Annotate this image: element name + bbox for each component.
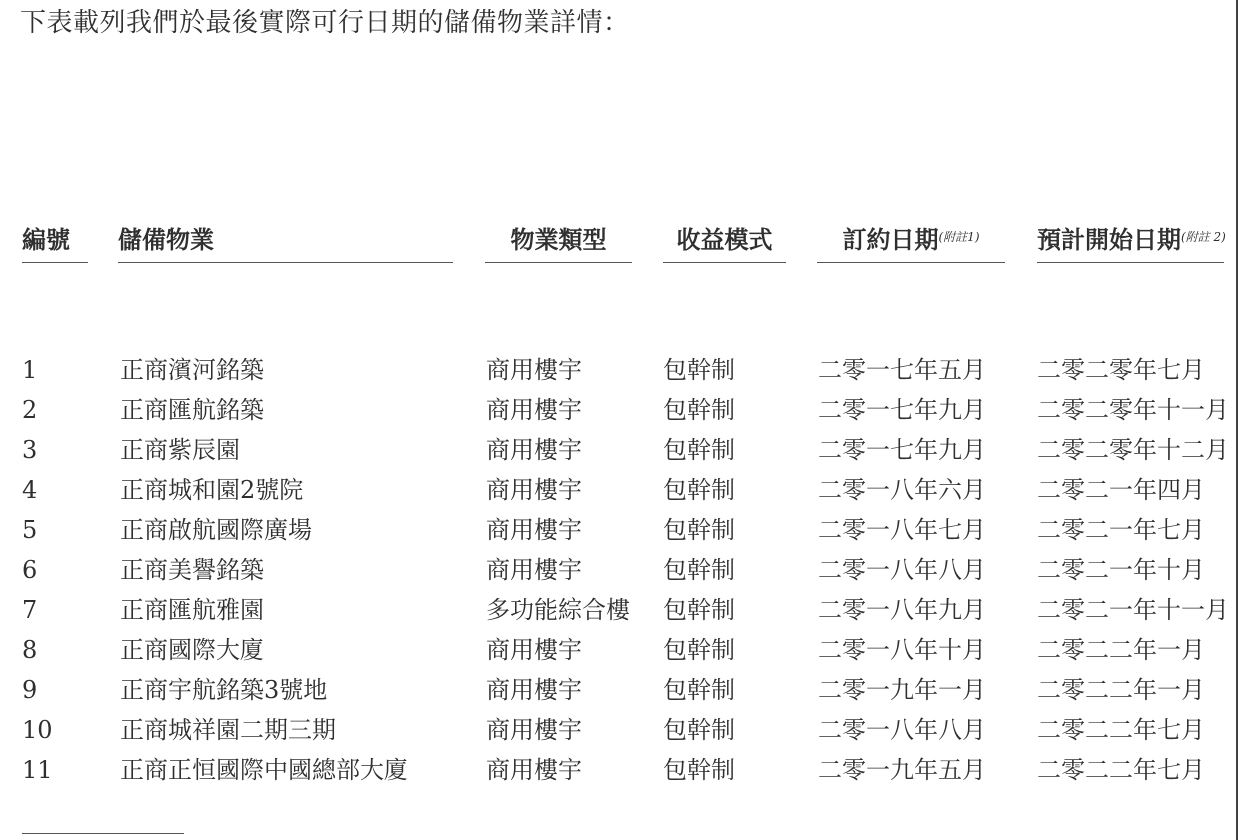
row-number: 8 xyxy=(22,636,38,664)
header-opening-date-note: (附註 2) xyxy=(1181,230,1226,244)
header-property-type: 物業類型 xyxy=(485,222,632,263)
row-income-model: 包幹制 xyxy=(663,356,735,384)
row-income-model: 包幹制 xyxy=(663,596,735,624)
row-opening-date: 二零二二年一月 xyxy=(1037,676,1205,704)
row-property: 正商濱河銘築 xyxy=(120,356,264,384)
row-number: 1 xyxy=(22,356,38,384)
row-number: 11 xyxy=(22,756,53,784)
header-opening-date xyxy=(1037,222,1224,263)
table-row xyxy=(0,430,1238,470)
header-number: 編號 xyxy=(22,222,88,263)
row-property-type: 商用樓宇 xyxy=(486,396,582,424)
row-contract-date: 二零一八年七月 xyxy=(818,516,986,544)
row-contract-date: 二零一七年九月 xyxy=(818,396,986,424)
row-property-type: 商用樓宇 xyxy=(486,516,582,544)
row-property: 正商城和園2號院 xyxy=(120,476,304,504)
row-income-model: 包幹制 xyxy=(663,756,735,784)
row-property-type: 多功能綜合樓 xyxy=(486,596,630,624)
row-contract-date: 二零一八年九月 xyxy=(818,596,986,624)
row-income-model: 包幹制 xyxy=(663,396,735,424)
row-opening-date: 二零二零年十二月 xyxy=(1037,436,1229,464)
row-contract-date: 二零一八年十月 xyxy=(818,636,986,664)
row-number: 7 xyxy=(22,596,38,624)
row-property: 正商紫辰園 xyxy=(120,436,240,464)
row-number: 5 xyxy=(22,516,38,544)
row-opening-date: 二零二一年十一月 xyxy=(1037,596,1229,624)
row-contract-date: 二零一八年八月 xyxy=(818,556,986,584)
header-opening-date-label: 預計開始日期 xyxy=(1037,226,1181,254)
row-property: 正商啟航國際廣場 xyxy=(120,516,312,544)
row-income-model: 包幹制 xyxy=(663,636,735,664)
header-income-model: 收益模式 xyxy=(663,222,786,263)
row-property-type: 商用樓宇 xyxy=(486,436,582,464)
row-property-type: 商用樓宇 xyxy=(486,556,582,584)
row-income-model: 包幹制 xyxy=(663,476,735,504)
row-property: 正商匯航銘築 xyxy=(120,396,264,424)
row-opening-date: 二零二二年七月 xyxy=(1037,716,1205,744)
row-property: 正商城祥園二期三期 xyxy=(120,716,336,744)
row-contract-date: 二零一七年九月 xyxy=(818,436,986,464)
row-number: 4 xyxy=(22,476,38,504)
table-row xyxy=(0,390,1238,430)
row-property: 正商國際大廈 xyxy=(120,636,264,664)
row-income-model: 包幹制 xyxy=(663,436,735,464)
table-row xyxy=(0,590,1238,630)
row-number: 3 xyxy=(22,436,38,464)
row-opening-date: 二零二一年四月 xyxy=(1037,476,1205,504)
row-contract-date: 二零一七年五月 xyxy=(818,356,986,384)
table-row xyxy=(0,550,1238,590)
row-property-type: 商用樓宇 xyxy=(486,476,582,504)
row-opening-date: 二零二一年七月 xyxy=(1037,516,1205,544)
table-row xyxy=(0,630,1238,670)
row-opening-date: 二零二二年一月 xyxy=(1037,636,1205,664)
row-opening-date: 二零二一年十月 xyxy=(1037,556,1205,584)
row-opening-date: 二零二零年十一月 xyxy=(1037,396,1229,424)
row-contract-date: 二零一九年一月 xyxy=(818,676,986,704)
row-contract-date: 二零一八年八月 xyxy=(818,716,986,744)
row-property: 正商美譽銘築 xyxy=(120,556,264,584)
table-row xyxy=(0,350,1238,390)
table-row xyxy=(0,510,1238,550)
row-number: 9 xyxy=(22,676,38,704)
row-property-type: 商用樓宇 xyxy=(486,716,582,744)
table-row xyxy=(0,750,1238,790)
row-property: 正商宇航銘築3號地 xyxy=(120,676,328,704)
row-contract-date: 二零一八年六月 xyxy=(818,476,986,504)
row-property-type: 商用樓宇 xyxy=(486,756,582,784)
row-property-type: 商用樓宇 xyxy=(486,676,582,704)
row-opening-date: 二零二零年七月 xyxy=(1037,356,1205,384)
table-row xyxy=(0,470,1238,510)
row-contract-date: 二零一九年五月 xyxy=(818,756,986,784)
footnote-divider xyxy=(22,833,184,834)
table-row xyxy=(0,710,1238,750)
row-number: 6 xyxy=(22,556,38,584)
row-income-model: 包幹制 xyxy=(663,676,735,704)
row-income-model: 包幹制 xyxy=(663,516,735,544)
header-contract-date xyxy=(817,222,1005,263)
row-income-model: 包幹制 xyxy=(663,716,735,744)
intro-text: 下表載列我們於最後實際可行日期的儲備物業詳情： xyxy=(20,8,630,38)
header-property: 儲備物業 xyxy=(118,222,453,263)
header-contract-date-note: (附註1) xyxy=(938,230,980,244)
row-number: 2 xyxy=(22,396,38,424)
row-number: 10 xyxy=(22,716,53,744)
row-opening-date: 二零二二年七月 xyxy=(1037,756,1205,784)
row-property-type: 商用樓宇 xyxy=(486,636,582,664)
header-contract-date-label: 訂約日期 xyxy=(842,226,939,254)
row-property: 正商匯航雅園 xyxy=(120,596,264,624)
table-row xyxy=(0,670,1238,710)
row-property: 正商正恒國際中國總部大廈 xyxy=(120,756,408,784)
row-property-type: 商用樓宇 xyxy=(486,356,582,384)
row-income-model: 包幹制 xyxy=(663,556,735,584)
